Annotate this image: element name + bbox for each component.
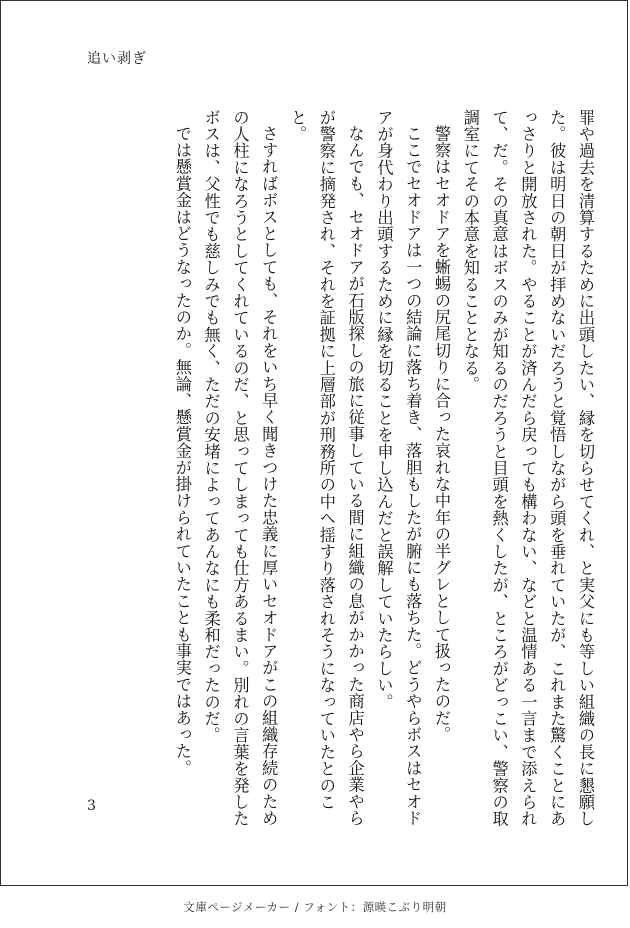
paragraph: さすればボスとしても、それをいち早く聞きつけた忠義に厚いセオドアがこの組織存続のための人柱になろうとしてくれているのだ、と思ってしまっても仕方あるまい。別れの言葉を発したボスは、父性でも慈しみでも無く、ただの安堵によってあんなにも柔和だったのだ。 bbox=[201, 109, 279, 828]
paragraph: 罪や過去を清算するために出頭したい、縁を切らせてくれ、と実父にも等しい組織の長に懇願した。彼は明日の朝日が拝めないだろうと覚悟しながら頭を垂れていたが、これまた驚くことにあっさりと開放された。やることが済んだら戻っても構わない、などと温情ある一言まで添えられて、だ。その真意はボスのみが知るのだろうと目頭を熱くしたが、ところがどっこい、警察の取調室にてその本意を知ることとなる。 bbox=[460, 109, 595, 828]
running-header: 追い剥ぎ bbox=[87, 51, 147, 67]
vertical-body-text bbox=[79, 109, 599, 829]
page-number: 3 bbox=[87, 798, 96, 814]
footer-credit: 文庫ページメーカー / フォント：源暎こぶり明朝 bbox=[183, 900, 447, 914]
paragraph: 警察はセオドアを蜥蜴の尻尾切りに合った哀れな中年の半グレとして扱ったのだ。 bbox=[432, 125, 452, 744]
paragraph: では懸賞金はどうなったのか。無論、懸賞金が掛けられていたことも事実ではあった。 bbox=[172, 125, 192, 777]
paragraph: ここでセオドアは一つの結論に落ち着き、落胆もしたが腑にも落ちた。どうやらボスはセオドアが身代わり出頭するために縁を切ることを申し込んだと誤解していたらしい。 bbox=[374, 109, 423, 827]
paragraph: なんでも、セオドアが石版探しの旅に従事している間に組織の息がかかった商店やら企業やらが警察に摘発され、それを証拠に上層部が刑務所の中へ揺すり落されそうになっていたとのこと。 bbox=[288, 109, 365, 827]
